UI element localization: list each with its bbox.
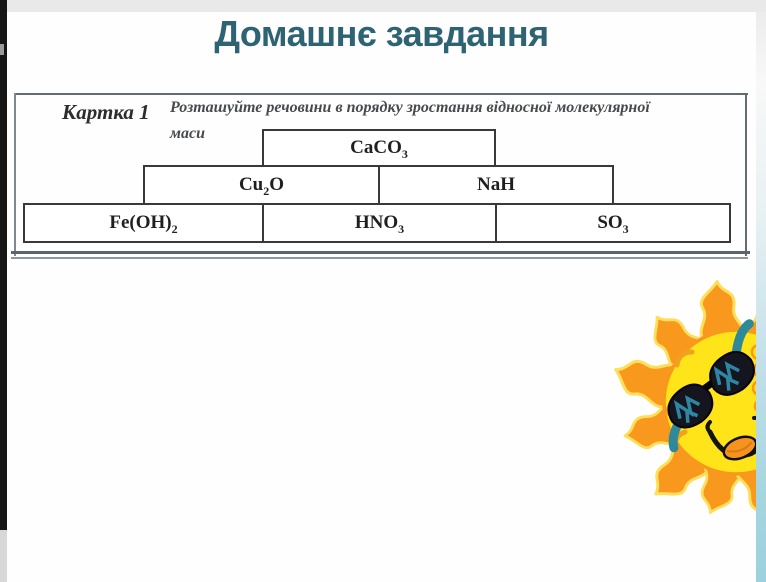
- card-border-bottom-shadow: [11, 257, 748, 259]
- pyramid-box-nah: NaH: [378, 165, 614, 205]
- window-top-band: [0, 0, 766, 12]
- pyramid-box-cu2o: $Cu_2O$: [143, 165, 380, 205]
- card-label: Картка 1: [62, 100, 150, 124]
- pyramid-box-feoh2: $Fe(OH)_2$: [23, 203, 264, 243]
- pyramid-box-caco3: CaCO$_3$: [262, 129, 496, 167]
- sun-illustration: [612, 272, 766, 518]
- task-line-1: Розташуйте речовини в порядку зростання відносної молекулярної: [170, 99, 650, 116]
- card-border-bottom: [11, 251, 750, 254]
- window-left-bar-notch: [0, 44, 4, 55]
- pyramid-box-hno3: $HNO_3$: [262, 203, 497, 243]
- sun-with-sunglasses-icon: [612, 272, 766, 518]
- window-left-bar: [0, 0, 7, 530]
- window-left-bar-bottom: [0, 530, 7, 582]
- slide-title: Домашнє завдання: [214, 13, 549, 54]
- pyramid-box-so3: $SO_3$: [495, 203, 731, 243]
- card-border-left: [14, 93, 16, 256]
- task-line-2: маси: [170, 125, 205, 142]
- window-edge-strip: [756, 12, 766, 582]
